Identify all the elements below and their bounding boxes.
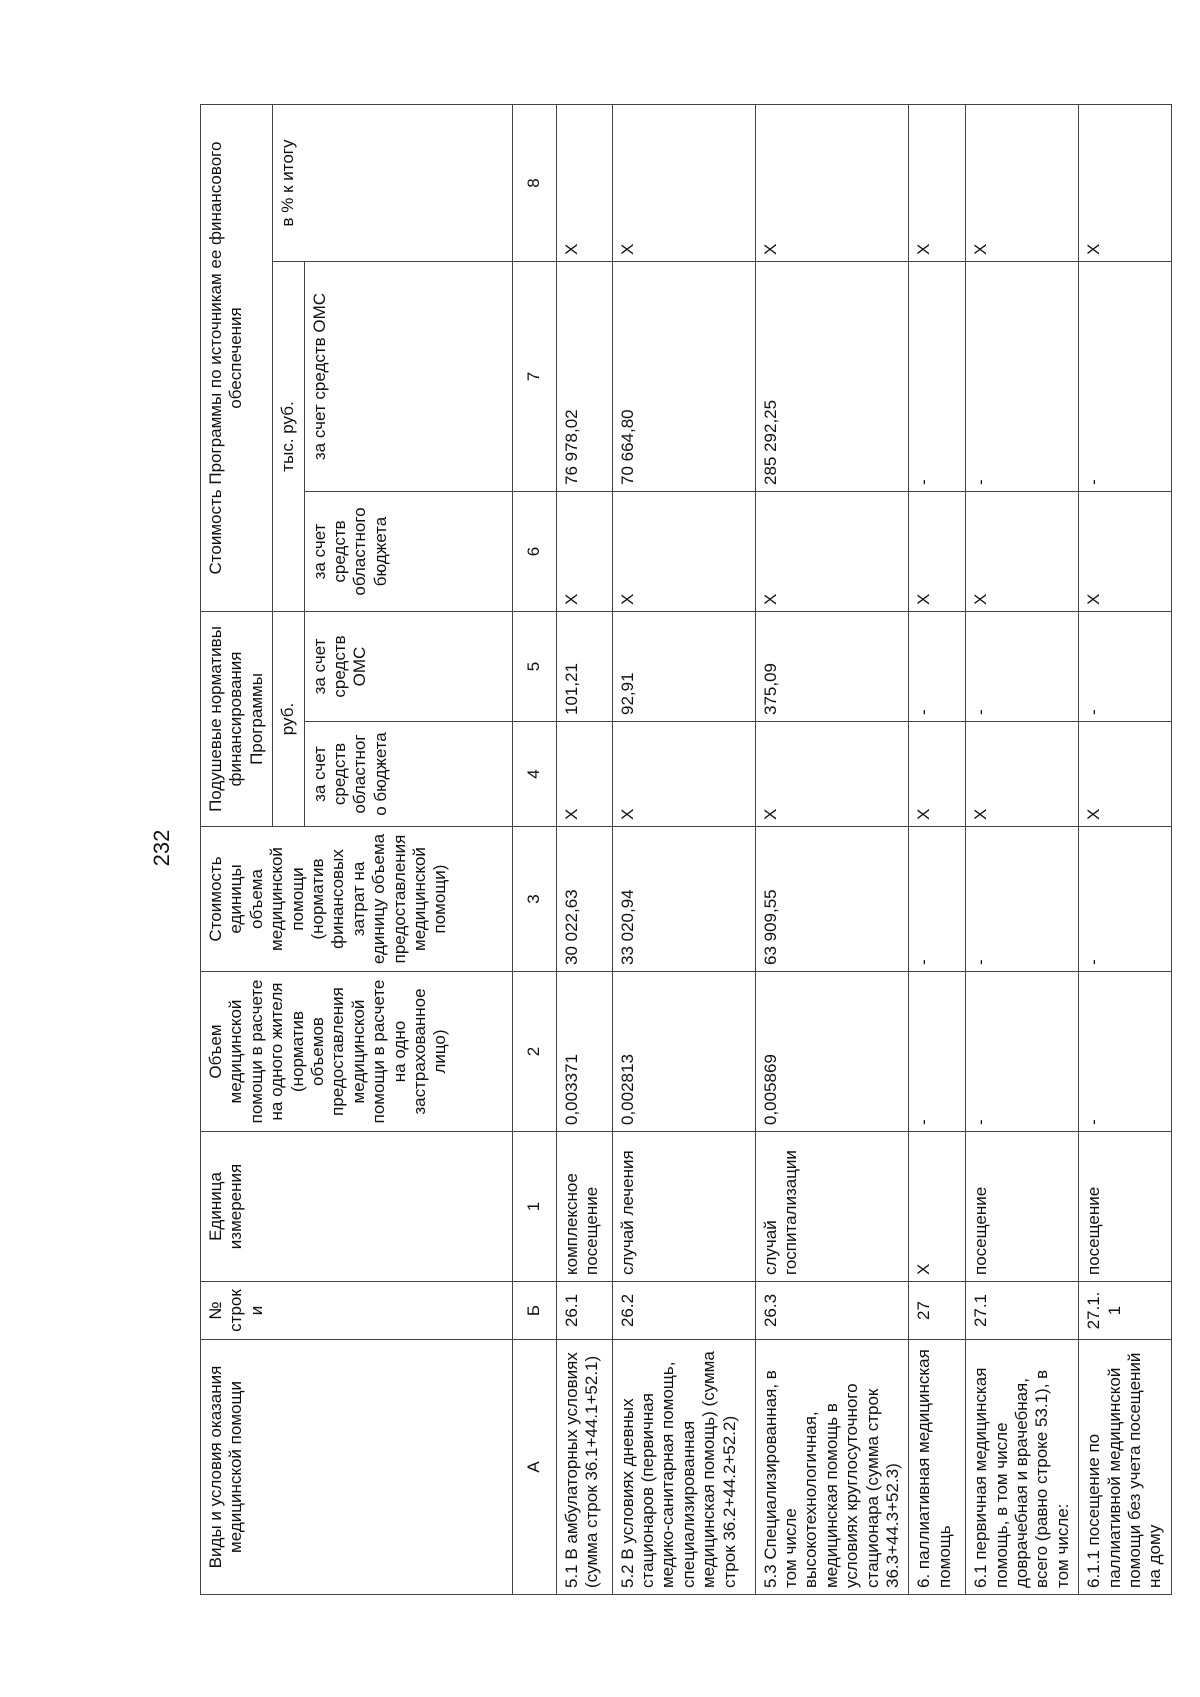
row-number: 26.3 [755, 1282, 909, 1340]
row-norm-regional: X [909, 722, 966, 827]
colnum-5: 5 [512, 612, 556, 722]
row-cost-percent: X [612, 104, 755, 261]
header-c8: в % к итогу [273, 104, 512, 261]
row-cost-percent: X [755, 104, 909, 261]
row-cost-regional: X [556, 492, 612, 612]
row-unit: X [909, 1132, 966, 1282]
column-number-row [512, 104, 556, 1594]
row-cost-oms: - [1079, 262, 1172, 492]
row-norm-oms: 375,09 [755, 612, 909, 722]
header-c2: Объем медицинской помощи в расчете на одного жителя (норматив объемов предоставления медицинской помощи в расчете на одно застрахованное лицо) [201, 972, 513, 1132]
row-unit: посещение [966, 1132, 1079, 1282]
header-norm-group: Подушевые нормативы финансирования Программы [201, 612, 273, 827]
row-norm-regional: X [966, 722, 1079, 827]
row-cost-oms: 76 978,02 [556, 262, 612, 492]
row-norm-oms: 92,91 [612, 612, 755, 722]
row-description: 6.1.1 посещение по паллиативной медицинской помощи без учета посещений на дому [1079, 1340, 1172, 1595]
colnum-3: 3 [512, 827, 556, 972]
row-cost-regional: X [1079, 492, 1172, 612]
row-cost-percent: X [966, 104, 1079, 261]
row-norm-oms: - [966, 612, 1079, 722]
row-cost-percent: X [909, 104, 966, 261]
row-description: 6. паллиативная медицинская помощь [909, 1340, 966, 1595]
header-norm-unit: руб. [273, 612, 304, 827]
table-container [200, 105, 1165, 1595]
row-volume: - [966, 972, 1079, 1132]
row-unit-cost: - [966, 827, 1079, 972]
financing-table [200, 104, 1172, 1595]
row-cost-percent: X [556, 104, 612, 261]
row-unit: комплексное посещение [556, 1132, 612, 1282]
row-unit-cost: - [909, 827, 966, 972]
row-norm-regional: X [612, 722, 755, 827]
row-description: 5.1 В амбулаторных условиях (сумма строк 36.1+44.1+52.1) [556, 1340, 612, 1595]
header-cost-group: Стоимость Программы по источникам ее финансового обеспечения [201, 104, 273, 611]
row-cost-regional: X [612, 492, 755, 612]
colnum-8: 8 [512, 104, 556, 261]
row-cost-regional: X [909, 492, 966, 612]
header-cost-unit: тыс. руб. [273, 262, 304, 612]
header-row-1 [201, 104, 273, 1594]
header-c6: за счет средств областного бюджета [304, 492, 512, 612]
colnum-b: Б [512, 1282, 556, 1340]
header-c4: за счет средств областног о бюджета [304, 722, 512, 827]
row-cost-regional: X [966, 492, 1079, 612]
row-volume: 0,005869 [755, 972, 909, 1132]
row-norm-oms: - [1079, 612, 1172, 722]
row-number: 26.1 [556, 1282, 612, 1340]
row-unit: случай лечения [612, 1132, 755, 1282]
colnum-a: А [512, 1340, 556, 1595]
row-unit: посещение [1079, 1132, 1172, 1282]
colnum-2: 2 [512, 972, 556, 1132]
row-norm-oms: 101,21 [556, 612, 612, 722]
header-c3: Стоимость единицы объема медицинской помощи (норматив финансовых затрат на единицу объема предоставления медицинской помощи) [201, 827, 513, 972]
row-volume: - [1079, 972, 1172, 1132]
row-volume: - [909, 972, 966, 1132]
row-description: 5.2 В условиях дневных стационаров (первичная медико-санитарная помощь, специализированная медицинская помощь) (сумма строк 36.2+44.2+52.2) [612, 1340, 755, 1595]
row-description: 6.1 первичная медицинская помощь, в том числе доврачебная и врачебная, всего (равно строке 53.1), в том числе: [966, 1340, 1079, 1595]
header-c5: за счет средств ОМС [304, 612, 512, 722]
row-norm-regional: X [556, 722, 612, 827]
table-row [966, 104, 1079, 1594]
header-c1: Единица измерения [201, 1132, 513, 1282]
rotated-table-frame [200, 105, 1165, 1595]
table-row [1079, 104, 1172, 1594]
row-cost-oms: 70 664,80 [612, 262, 755, 492]
row-number: 26.2 [612, 1282, 755, 1340]
row-volume: 0,002813 [612, 972, 755, 1132]
row-cost-regional: X [755, 492, 909, 612]
row-cost-oms: - [909, 262, 966, 492]
row-norm-regional: X [1079, 722, 1172, 827]
row-unit-cost: - [1079, 827, 1172, 972]
row-cost-percent: X [1079, 104, 1172, 261]
page-number: 232 [149, 829, 174, 867]
row-norm-oms: - [909, 612, 966, 722]
row-number: 27 [909, 1282, 966, 1340]
table-row [612, 104, 755, 1594]
row-unit: случай госпитализации [755, 1132, 909, 1282]
row-unit-cost: 30 022,63 [556, 827, 612, 972]
row-volume: 0,003371 [556, 972, 612, 1132]
table-row [556, 104, 612, 1594]
table-row [755, 104, 909, 1594]
colnum-1: 1 [512, 1132, 556, 1282]
row-unit-cost: 63 909,55 [755, 827, 909, 972]
colnum-7: 7 [512, 262, 556, 492]
header-c7: за счет средств ОМС [304, 262, 512, 492]
row-description: 5.3 Специализированная, в том числе высокотехнологичная, медицинская помощь в условиях круглосуточного стационара (сумма строк 36.3+44.3+52.3) [755, 1340, 909, 1595]
header-a: Виды и условия оказания медицинской помощи [201, 1340, 513, 1595]
row-cost-oms: - [966, 262, 1079, 492]
row-norm-regional: X [755, 722, 909, 827]
header-b: № строки [201, 1282, 513, 1340]
colnum-6: 6 [512, 492, 556, 612]
row-unit-cost: 33 020,94 [612, 827, 755, 972]
row-number: 27.1.1 [1079, 1282, 1172, 1340]
colnum-4: 4 [512, 722, 556, 827]
table-row [909, 104, 966, 1594]
row-number: 27.1 [966, 1282, 1079, 1340]
row-cost-oms: 285 292,25 [755, 262, 909, 492]
